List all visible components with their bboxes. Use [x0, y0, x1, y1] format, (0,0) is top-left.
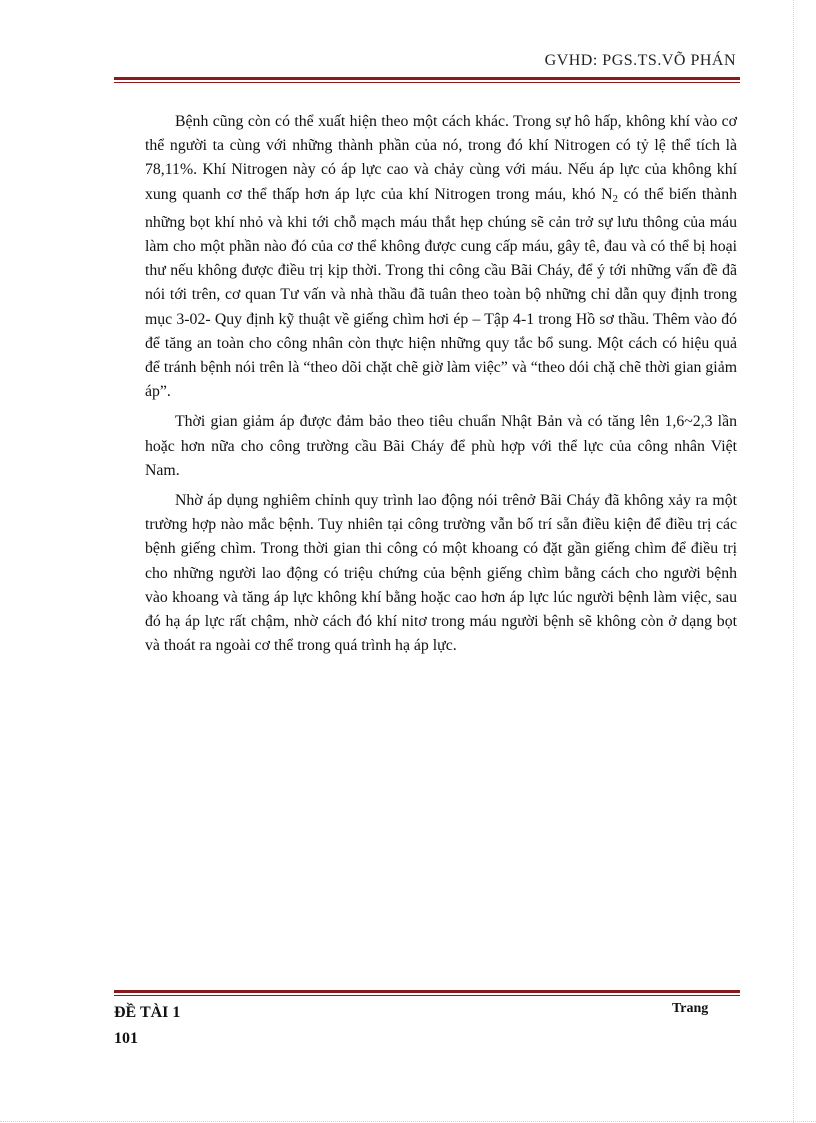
paragraph-2: Thời gian giảm áp được đảm bảo theo tiêu chuẩn Nhật Bản và có tăng lên 1,6~2,3 lần hoặc hơn nữa cho công trường cầu Bãi Cháy để phù hợp với thể lực của công nhân Việt Nam. [145, 413, 737, 479]
page-border-bottom [0, 1121, 816, 1122]
footer-rule [114, 990, 740, 996]
footer-topic: ĐỀ TÀI 1 [114, 1004, 181, 1021]
page-border-right [793, 0, 794, 1123]
paragraph-3: Nhờ áp dụng nghiêm chỉnh quy trình lao động nói trênở Bãi Cháy đã không xảy ra một trường hợp nào mắc bệnh. Tuy nhiên tại công trường vẫn bố trí sẵn điều kiện để điều trị các bệnh giếng chìm. Trong thời gian thi công có một khoang có đặt gần giếng chìm để điều trị cho những người lao động có triệu chứng của bệnh giếng chìm bằng cách cho người bệnh vào khoang và tăng áp lực không khí bằng hoặc cao hơn áp lực lúc người bệnh làm việc, sau đó hạ áp lực rất chậm, nhờ cách đó khí nitơ trong máu người bệnh sẽ không còn ở dạng bọt và thoát ra ngoài cơ thể trong quá trình hạ áp lực. [145, 492, 737, 655]
document-body [145, 110, 737, 664]
footer-page-number: 101 [114, 1030, 138, 1047]
header-rule [114, 77, 740, 83]
header-supervisor: GVHD: PGS.TS.VÕ PHÁN [544, 52, 736, 69]
footer-page-label: Trang [672, 1001, 709, 1016]
paragraph-1: Bệnh cũng còn có thể xuất hiện theo một cách khác. Trong sự hô hấp, không khí vào cơ thể người ta cùng với những thành phần của nó, trong đó khí Nitrogen có tỷ lệ thể tích là 78,11%. Khí Nitrogen này có áp lực cao và chảy cùng với máu. Nếu áp lực của không khí xung quanh cơ thể thấp hơn áp lực của khí Nitrogen trong máu, khó $N_2$ có thể biến thành những bọt khí nhỏ và khi tới chỗ mạch máu thắt hẹp chúng sẽ cản trở sự lưu thông của máu làm cho một phần nào đó của cơ thể không được cung cấp máu, gây tê, đau và có thể bị hoại thư nếu không được điều trị kịp thời. Trong thi công cầu Bãi Cháy, để ý tới những vấn đề đã nói tới trên, cơ quan Tư vấn và nhà thầu đã tuân theo toàn bộ những chỉ dẫn quy định trong mục 3-02- Quy định kỹ thuật về giếng chìm hơi ép – Tập 4-1 trong Hồ sơ thầu. Thêm vào đó để tăng an toàn cho công nhân còn thực hiện những quy tắc bổ sung. Một cách có hiệu quả để tránh bệnh nói trên là “theo dõi chặt chẽ giờ làm việc” và “theo dói chặ chẽ thời gian giảm áp”. [145, 113, 737, 401]
subscript-2: 2 [612, 192, 619, 205]
footer-left [114, 1000, 180, 1052]
